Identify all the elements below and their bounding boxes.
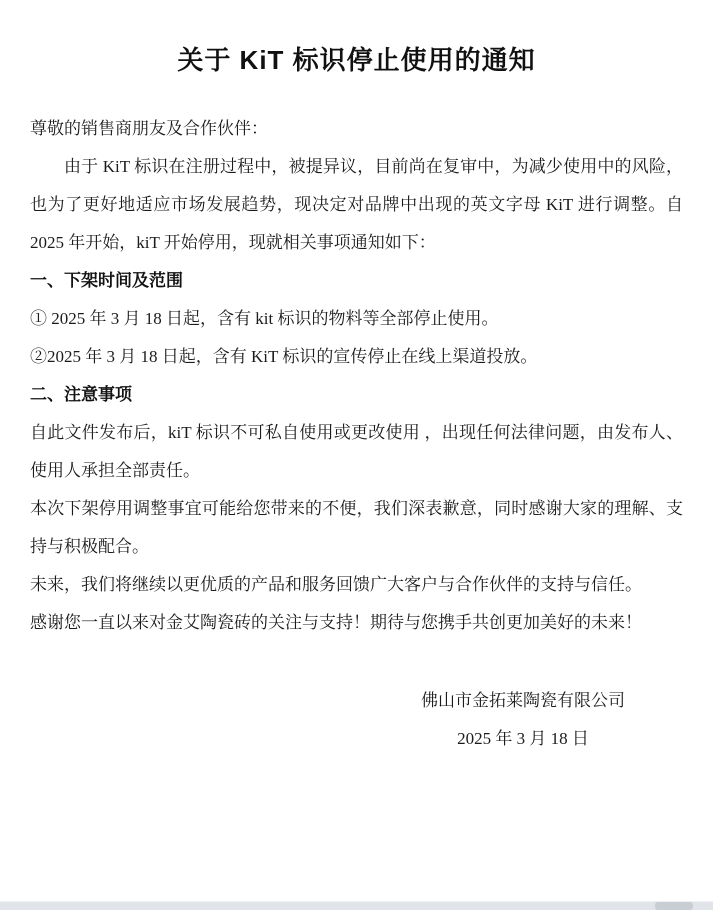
signature-block <box>30 682 683 758</box>
section1-item-2: ②2025 年 3 月 18 日起，含有 KiT 标识的宣传停止在线上渠道投放。 <box>30 347 538 366</box>
section1-heading: 一、下架时间及范围 <box>30 271 183 290</box>
notice-document <box>0 42 713 758</box>
signature-inner <box>421 682 625 758</box>
signature-date: 2025 年 3 月 18 日 <box>457 729 589 748</box>
greeting-line: 尊敬的销售商朋友及合作伙伴： <box>30 119 268 138</box>
section2-paragraph-4: 感谢您一直以来对金艾陶瓷砖的关注与支持！期待与您携手共创更加美好的未来！ <box>30 613 642 632</box>
section2-heading: 二、注意事项 <box>30 385 132 404</box>
signature-company: 佛山市金拓莱陶瓷有限公司 <box>421 691 625 710</box>
section2-paragraph-2: 本次下架停用调整事宜可能给您带来的不便，我们深表歉意，同时感谢大家的理解、支持与积极配合。 <box>30 499 683 556</box>
intro-paragraph: 由于 KiT 标识在注册过程中，被提异议，目前尚在复审中，为减少使用中的风险，也为了更好地适应市场发展趋势，现决定对品牌中出现的英文字母 KiT 进行调整。自 2025 年开始，kiT 开始停用，现就相关事项通知如下： <box>30 157 683 252</box>
section1-item-1: ① 2025 年 3 月 18 日起，含有 kit 标识的物料等全部停止使用。 <box>30 309 499 328</box>
section2-paragraph-3: 未来，我们将继续以更优质的产品和服务回馈广大客户与合作伙伴的支持与信任。 <box>30 575 642 594</box>
document-title: 关于 KiT 标识停止使用的通知 <box>177 45 536 75</box>
horizontal-scrollbar-thumb[interactable] <box>655 902 693 910</box>
horizontal-scrollbar-track[interactable] <box>0 901 713 910</box>
section2-paragraph-1: 自此文件发布后，kiT 标识不可私自使用或更改使用 ，出现任何法律问题，由发布人、使用人承担全部责任。 <box>30 423 683 480</box>
